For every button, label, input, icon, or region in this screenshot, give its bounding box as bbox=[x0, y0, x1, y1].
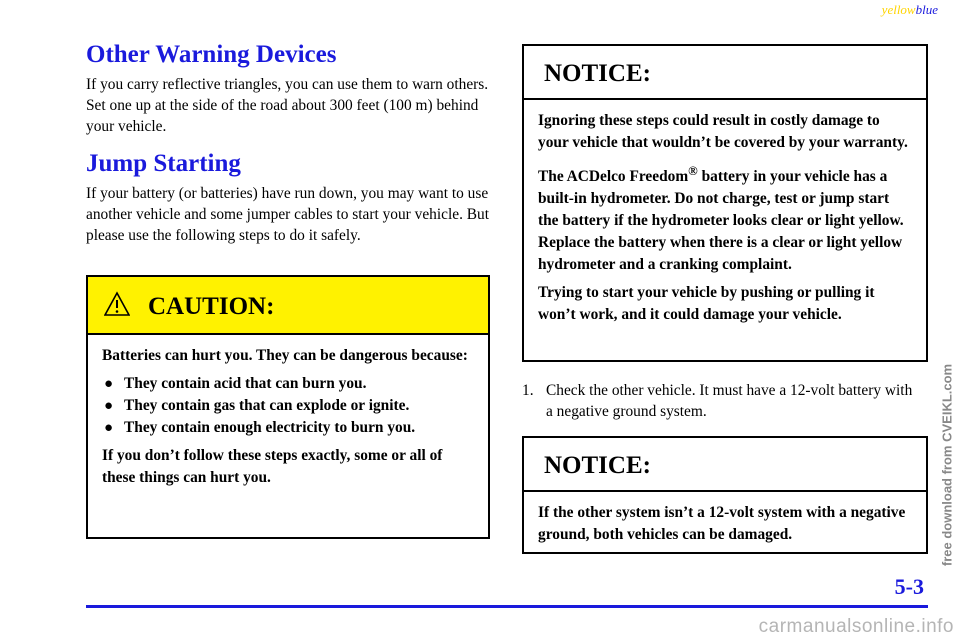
section-title-jump-starting: Jump Starting bbox=[86, 150, 241, 177]
notice-title-2: NOTICE: bbox=[544, 452, 651, 479]
warning-triangle-icon bbox=[104, 291, 130, 317]
caution-bullet-list bbox=[102, 373, 474, 439]
caution-title: CAUTION: bbox=[148, 293, 275, 320]
page-number: 5-3 bbox=[894, 574, 924, 599]
jump-starting-paragraph: If your battery (or batteries) have run down, you may want to use another vehicle and some jumper cables to start your vehicle. But please use the following steps to do it safely. bbox=[86, 185, 490, 244]
bullet-icon: ● bbox=[104, 376, 114, 392]
step-1 bbox=[522, 380, 922, 422]
caution-intro: Batteries can hurt you. They can be dangerous because: bbox=[102, 347, 468, 364]
list-item: ● They contain enough electricity to burn you. bbox=[102, 417, 474, 439]
bullet-icon: ● bbox=[104, 398, 114, 414]
notice-header-1 bbox=[524, 46, 926, 100]
notice-box-1 bbox=[522, 44, 928, 362]
notice-1-paragraph-3: Trying to start your vehicle by pushing or pulling it won’t work, and it could damage your vehicle. bbox=[538, 284, 875, 324]
step-number: 1. bbox=[522, 382, 534, 399]
footer-rule bbox=[86, 605, 928, 608]
color-tag bbox=[882, 2, 938, 18]
caution-closing: If you don’t follow these steps exactly, some or all of these things can hurt you. bbox=[102, 447, 443, 486]
registered-mark: ® bbox=[688, 164, 698, 178]
notice-header-2 bbox=[524, 438, 926, 492]
side-watermark: free download from CVEIKL.com bbox=[939, 363, 955, 567]
caution-body bbox=[88, 335, 488, 489]
color-tag-blue: blue bbox=[915, 2, 938, 17]
bullet-icon: ● bbox=[104, 420, 114, 436]
notice-box-2 bbox=[522, 436, 928, 554]
caution-box bbox=[86, 275, 490, 539]
caution-header bbox=[88, 277, 488, 335]
notice-body-2 bbox=[524, 492, 926, 546]
bottom-watermark: carmanualsonline.info bbox=[758, 616, 954, 637]
color-tag-yellow: yellow bbox=[881, 2, 916, 17]
notice-1-paragraph-2: The ACDelco Freedom® battery in your vehicle has a built‑in hydrometer. Do not charge, test or jump start the battery if the hydrometer looks clear or light yellow. Replace the battery when there is a clear or light yellow hydrometer and a cranking complaint. bbox=[538, 164, 904, 274]
list-item: ● They contain gas that can explode or ignite. bbox=[102, 395, 474, 417]
left-column bbox=[86, 40, 492, 246]
notice-2-paragraph-1: If the other system isn’t a 12‑volt system with a negative ground, both vehicles can be damaged. bbox=[538, 504, 906, 543]
section-title-warning-devices: Other Warning Devices bbox=[86, 41, 337, 68]
list-item: ● They contain acid that can burn you. bbox=[102, 373, 474, 395]
notice-1-paragraph-1: Ignoring these steps could result in costly damage to your vehicle that wouldn’t be covered by your warranty. bbox=[538, 112, 908, 151]
warning-devices-paragraph: If you carry reflective triangles, you can use them to warn others. Set one up at the side of the road about 300 feet (100 m) behind your vehicle. bbox=[86, 76, 489, 135]
notice-title-1: NOTICE: bbox=[544, 60, 651, 87]
step-text: Check the other vehicle. It must have a 12‑volt battery with a negative ground system. bbox=[546, 382, 913, 420]
notice-body-1 bbox=[524, 100, 926, 326]
